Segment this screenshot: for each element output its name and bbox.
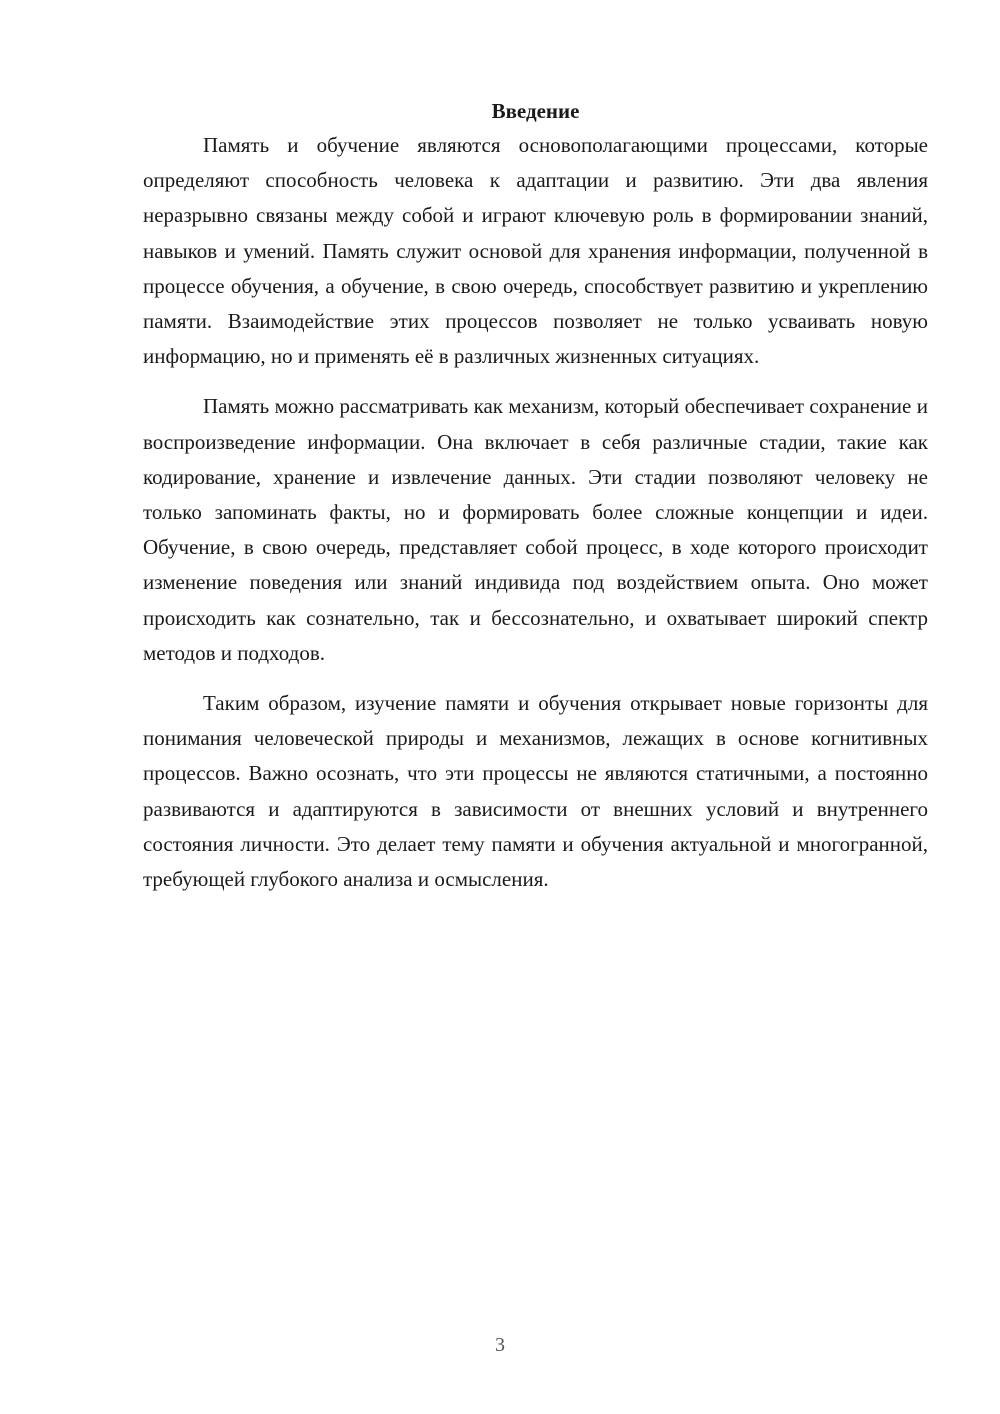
page-content xyxy=(143,96,928,912)
page-number: 3 xyxy=(495,1334,505,1356)
paragraph-2: Память можно рассматривать как механизм, который обеспечивает сохранение и воспроизведение информации. Она включает в себя различные стадии, такие как кодирование, хранение и извлечение данных. Эти стадии позволяют человеку не только запоминать факты, но и формировать более сложные концепции и идеи. Обучение, в свою очередь, представляет собой процесс, в ходе которого происходит изменение поведения или знаний индивида под воздействием опыта. Оно может происходить как сознательно, так и бессознательно, и охватывает широкий спектр методов и подходов. xyxy=(143,394,928,665)
paragraph-3: Таким образом, изучение памяти и обучения открывает новые горизонты для понимания человеческой природы и механизмов, лежащих в основе когнитивных процессов. Важно осознать, что эти процессы не являются статичными, а постоянно развиваются и адаптируются в зависимости от внешних условий и внутреннего состояния личности. Это делает тему памяти и обучения актуальной и многогранной, требующей глубокого анализа и осмысления. xyxy=(143,691,928,892)
paragraph-1: Память и обучение являются основополагающими процессами, которые определяют способность человека к адаптации и развитию. Эти два явления неразрывно связаны между собой и играют ключевую роль в формировании знаний, навыков и умений. Память служит основой для хранения информации, полученной в процессе обучения, а обучение, в свою очередь, способствует развитию и укреплению памяти. Взаимодействие этих процессов позволяет не только усваивать новую информацию, но и применять её в различных жизненных ситуациях. xyxy=(143,133,928,369)
section-title: Введение xyxy=(491,99,580,123)
